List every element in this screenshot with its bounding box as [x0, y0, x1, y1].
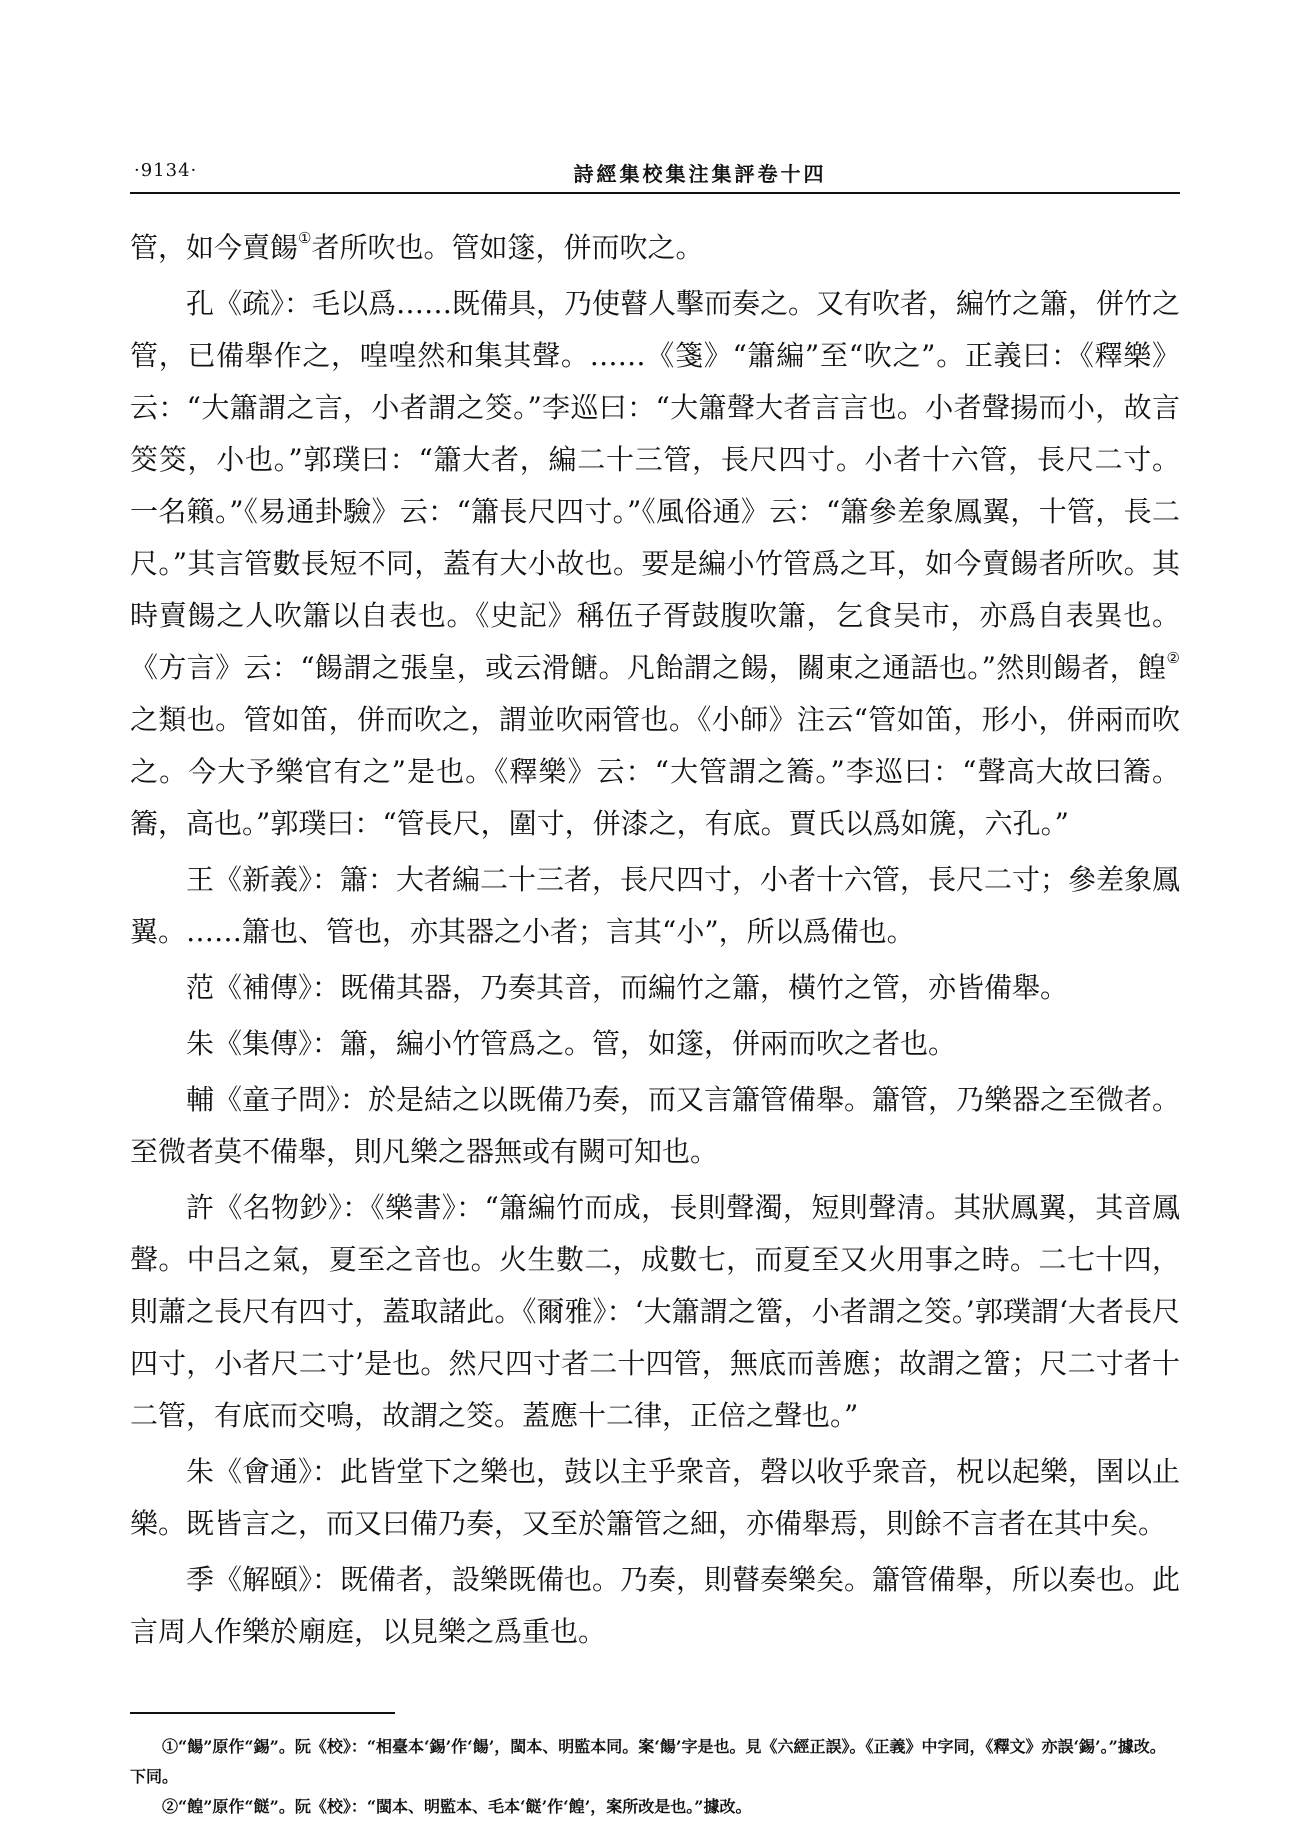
footnote-rule: [130, 1712, 395, 1714]
page-number: ·9134·: [134, 160, 198, 181]
paragraph-kong-shu: 孔《疏》：毛以爲……既備具，乃使瞽人擊而奏之。又有吹者，編竹之簫，併竹之管，已備舉作之，喤喤然和集其聲。……《箋》“簫編”至“吹之”。正義曰：《釋樂》云：“大簫謂之言，小者謂之筊。”李巡曰：“大簫聲大者言言也。小者聲揚而小，故言筊筊，小也。”郭璞曰：“簫大者，編二十三管，長尺四寸。小者十六管，長尺二寸。一名籟。”《易通卦驗》云：“簫長尺四寸。”《風俗通》云：“簫參差象鳳翼，十管，長二尺。”其言管數長短不同，蓋有大小故也。要是編小竹管爲之耳，如今賣餳者所吹。其時賣餳之人吹簫以自表也。《史記》稱伍子胥鼓腹吹簫，乞食吴市，亦爲自表異也。《方言》云：“餳謂之張皇，或云滑餹。凡飴謂之餳，關東之通語也。”然則餳者，餭②之類也。管如笛，併而吹之，謂並吹兩管也。《小師》注云“管如笛，形小，併兩而吹之。今大予樂官有之”是也。《釋樂》云：“大管謂之簥。”李巡曰：“聲高大故曰簥。簥，高也。”郭璞曰：“管長尺，圍寸，併漆之，有底。賈氏以爲如篪，六孔。”: [130, 287, 1181, 840]
paragraph-continued: 管，如今賣餳①者所吹也。管如篴，併而吹之。: [130, 229, 704, 264]
footnote-marker-2[interactable]: ②: [1166, 649, 1180, 667]
paragraph-ji-jieyi: 季《解頤》：既備者，設樂既備也。乃奏，則瞽奏樂矣。簫管備舉，所以奏也。此言周人作樂於廟庭，以見樂之爲重也。: [130, 1563, 1181, 1648]
footnote-marker-1[interactable]: ①: [298, 229, 312, 247]
footnote-2: ②“餭”原作“餸”。阮《校》：“閩本、明監本、毛本‘餸’作‘餭’，案所改是也。”據改。: [162, 1797, 752, 1816]
paragraph-wang-xinyi: 王《新義》：簫：大者編二十三者，長尺四寸，小者十六管，長尺二寸；參差象鳳翼。……簫也、管也，亦其器之小者；言其“小”，所以爲備也。: [130, 863, 1181, 948]
paragraph-zhu-jizhuan: 朱《集傳》：簫，編小竹管爲之。管，如篴，併兩而吹之者也。: [186, 1027, 957, 1060]
paragraph-fan-buzhuan: 范《補傳》：既備其器，乃奏其音，而編竹之簫，橫竹之管，亦皆備舉。: [186, 971, 1069, 1004]
paragraph-zhu-huitong: 朱《會通》：此皆堂下之樂也，鼓以主乎衆音，磬以收乎衆音，柷以起樂，圉以止樂。既皆言之，而又曰備乃奏，又至於簫管之細，亦備舉焉，則餘不言者在其中矣。: [130, 1455, 1181, 1540]
paragraph-fu-tongziwen: 輔《童子問》：於是結之以既備乃奏，而又言簫管備舉。簫管，乃樂器之至微者。至微者莫不備舉，則凡樂之器無或有闕可知也。: [130, 1083, 1181, 1168]
footnotes: [130, 1732, 1180, 1822]
footnote-1: ①“餳”原作“錫”。阮《校》：“相臺本‘錫’作‘餳’，閩本、明監本同。案‘餳’字是也。見《六經正誤》。《正義》中字同，《釋文》亦誤‘錫’。”據改。下同。: [130, 1737, 1166, 1786]
main-text: [130, 222, 1180, 1658]
header-rule: [130, 192, 1180, 194]
running-title: 詩經集校集注集評卷十四: [573, 162, 827, 186]
page-header: [130, 158, 1180, 194]
paragraph-xu-mingwuchao: 許《名物鈔》：《樂書》：“簫編竹而成，長則聲濁，短則聲清。其狀鳳翼，其音鳳聲。中吕之氣，夏至之音也。火生數二，成數七，而夏至又火用事之時。二七十四，則蕭之長尺有四寸，蓋取諸此。《爾雅》：‘大簫謂之簹，小者謂之筊。’郭璞謂‘大者長尺四寸，小者尺二寸’是也。然尺四寸者二十四管，無底而善應；故謂之簹；尺二寸者十二管，有底而交鳴，故謂之筊。蓋應十二律，正倍之聲也。”: [130, 1191, 1180, 1432]
